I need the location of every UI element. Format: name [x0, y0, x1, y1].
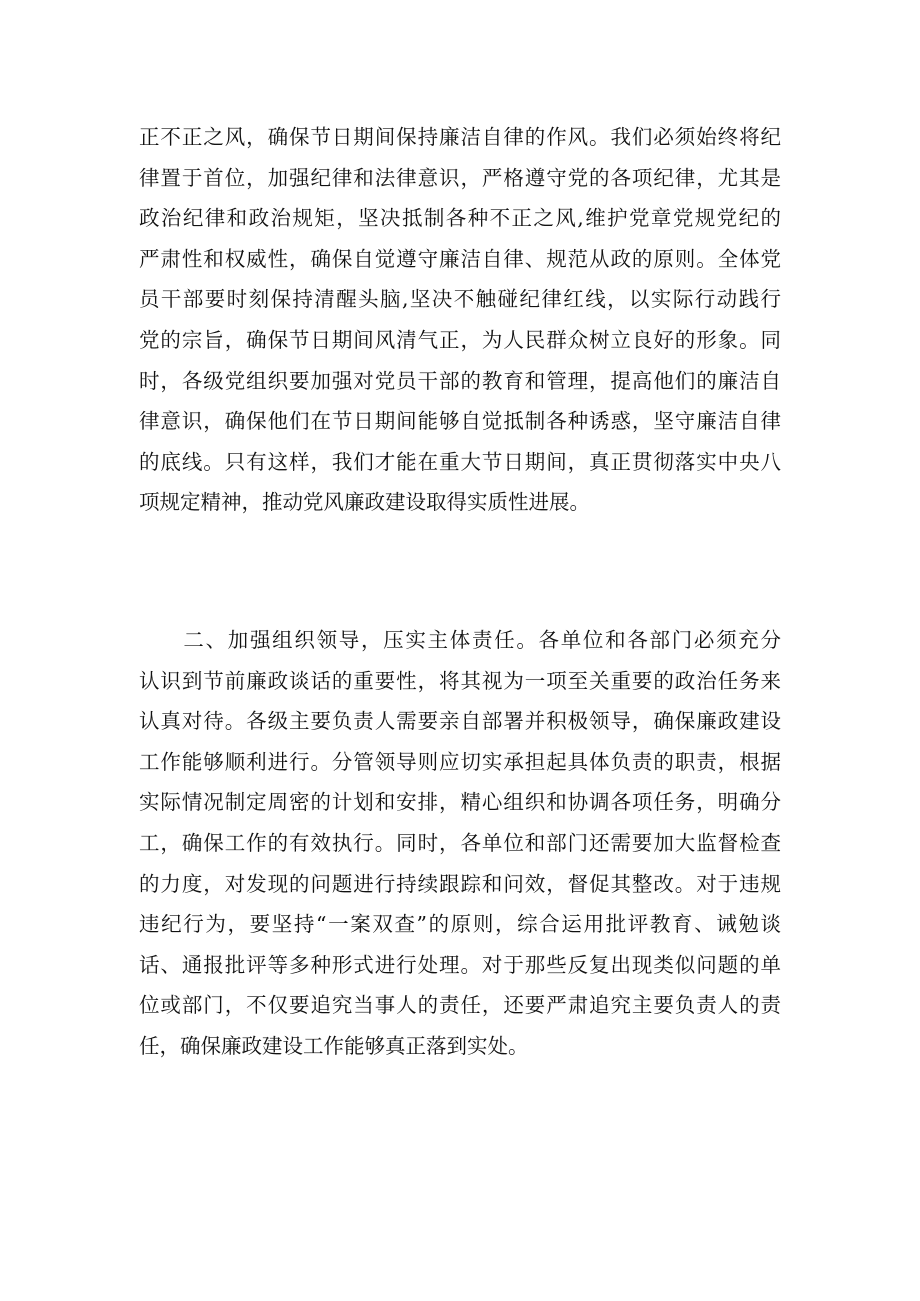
- paragraph-line: 话、通报批评等多种形式进行处理。对于那些反复出现类似问题的单: [139, 952, 781, 977]
- paragraph-line: 二、加强组织领导，压实主体责任。各单位和各部门必须充分: [139, 628, 781, 652]
- paragraph-1: [139, 117, 781, 523]
- paragraph-line: 项规定精神，推动党风廉政建设取得实质性进展。: [139, 490, 590, 515]
- paragraph-line: 实际情况制定周密的计划和安排，精心组织和协调各项任务，明确分: [139, 790, 781, 815]
- paragraph-line: 政治纪律和政治规矩，坚决抵制各种不正之风,维护党章党规党纪的: [139, 206, 781, 231]
- paragraph-line: 工，确保工作的有效执行。同时，各单位和部门还需要加大监督检查: [139, 830, 781, 855]
- paragraph-line: 党的宗旨，确保节日期间风清气正，为人民群众树立良好的形象。同: [139, 327, 781, 352]
- paragraph-line: 任，确保廉政建设工作能够真正落到实处。: [139, 1033, 529, 1058]
- paragraph-line: 律意识，确保他们在节日期间能够自觉抵制各种诱惑，坚守廉洁自律: [139, 409, 781, 434]
- paragraph-line: 工作能够顺利进行。分管领导则应切实承担起具体负责的职责，根据: [139, 749, 781, 774]
- paragraph-line: 时，各级党组织要加强对党员干部的教育和管理，提高他们的廉洁自: [139, 368, 781, 393]
- paragraph-line: 认识到节前廉政谈话的重要性，将其视为一项至关重要的政治任务来: [139, 668, 781, 693]
- paragraph-line: 的力度，对发现的问题进行持续跟踪和问效，督促其整改。对于违规: [139, 871, 781, 896]
- paragraph-line: 律置于首位，加强纪律和法律意识，严格遵守党的各项纪律，尤其是: [139, 165, 781, 190]
- paragraph-line: 员干部要时刻保持清醒头脑,坚决不触碰纪律红线，以实际行动践行: [139, 287, 781, 312]
- paragraph-line: 违纪行为，要坚持“一案双查”的原则，综合运用批评教育、诫勉谈: [139, 912, 781, 937]
- paragraph-line: 位或部门，不仅要追究当事人的责任，还要严肃追究主要负责人的责: [139, 993, 781, 1018]
- paragraph-line: 严肃性和权威性，确保自觉遵守廉洁自律、规范从政的原则。全体党: [139, 246, 781, 271]
- paragraph-line: 正不正之风，确保节日期间保持廉洁自律的作风。我们必须始终将纪: [139, 125, 781, 149]
- paragraph-2: [139, 620, 781, 1067]
- paragraph-line: 认真对待。各级主要负责人需要亲自部署并积极领导，确保廉政建设: [139, 709, 781, 734]
- paragraph-line: 的底线。只有这样，我们才能在重大节日期间，真正贯彻落实中央八: [139, 449, 781, 474]
